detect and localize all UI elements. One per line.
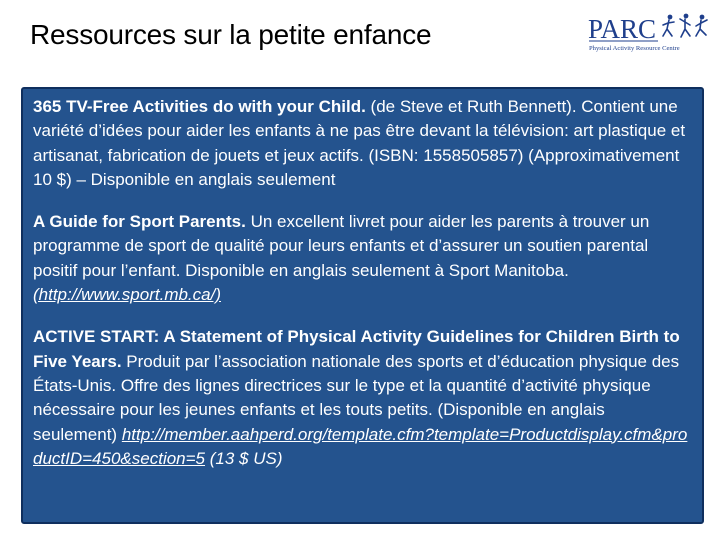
resource-description: Produit par l’association nationale des sports et d’éducation physique des États-Unis. Offre des lignes directrices sur le type et la quantité d’activité physique nécessaire pour les jeunes enfants et les touts petits. (Disponible en anglais seulement) (33, 351, 680, 444)
resource-title: ACTIVE START: A Statement of Physical Activity Guidelines for Children Birth to Five Years. (33, 327, 680, 371)
runner-icon (663, 14, 707, 37)
resource-title: A Guide for Sport Parents. (33, 212, 246, 232)
resource-item (33, 325, 692, 471)
page-title: Ressources sur la petite enfance (30, 19, 432, 50)
resource-item (33, 210, 692, 307)
resource-title: 365 TV-Free Activities do with your Child. (33, 97, 366, 116)
resources-panel (21, 87, 704, 524)
resource-item (33, 95, 692, 192)
parc-logo (586, 10, 712, 52)
resource-link[interactable]: http://member.aahperd.org/template.cfm?template=Productdisplay.cfm&productID=450&section=5 (33, 424, 688, 468)
resource-description: Un excellent livret pour aider les parents à trouver un programme de sport de qualité pour leurs enfants et d’assurer un soutien parental positif pour l’enfant. Disponible en anglais seulement à Sport Manitoba. (33, 212, 650, 280)
resource-description: (de Steve et Ruth Bennett). Contient une variété d’idées pour aider les enfants à ne pas être devant la télévision: art plastique et artisanat, fabrication de jouets et jeux actifs. (ISBN: 1558505857) (Approximativement 10 $) – Disponible en anglais seulement (33, 97, 686, 189)
resource-price: (13 $ US) (205, 448, 283, 468)
logo-tagline: Physical Activity Resource Centre (589, 45, 680, 52)
logo-wordmark: PARC (588, 14, 657, 44)
resource-link[interactable]: (http://www.sport.mb.ca/) (33, 285, 221, 305)
